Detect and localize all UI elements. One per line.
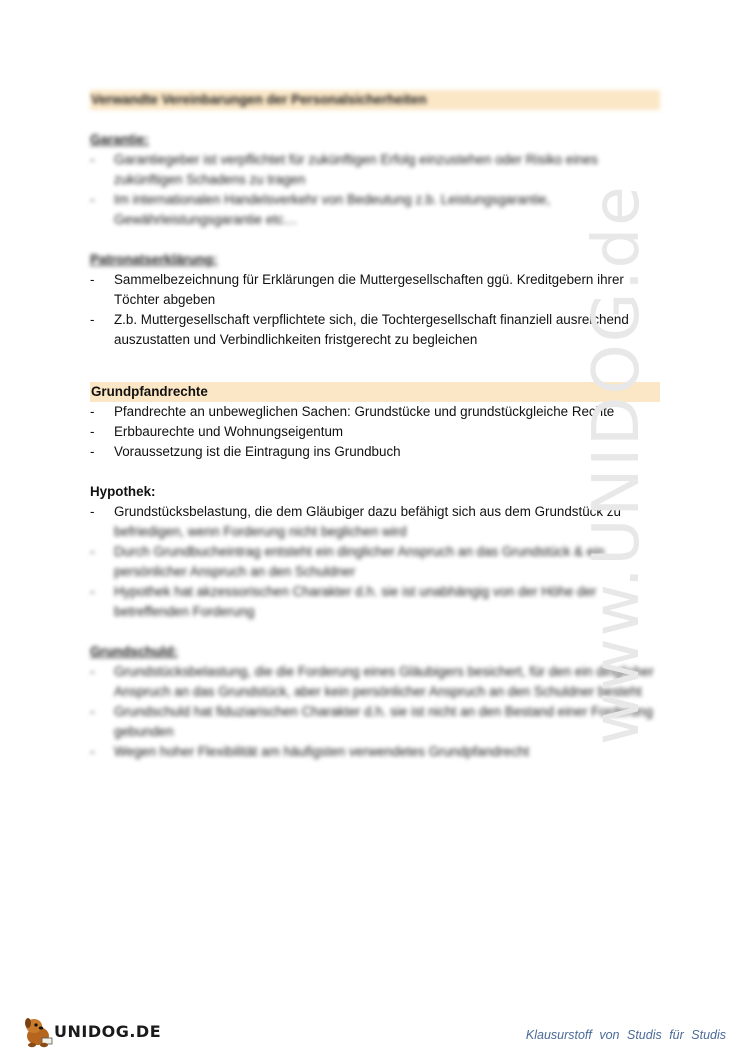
watermark-text: www.UNIDOG.de (580, 184, 654, 745)
section-heading-grundpfandrechte: Grundpfandrechte (90, 382, 660, 402)
grundpfand-list (90, 402, 660, 462)
list-item (90, 502, 660, 542)
list-item: - Im internationalen Handelsverkehr von Bedeutung z.b. Leistungsgarantie, Gewährleistungsgarantie etc… (90, 190, 660, 230)
hypothek-list (90, 502, 660, 622)
garantie-list (90, 150, 660, 230)
document-body (90, 90, 660, 762)
list-item: - Grundschuld hat fiduziarischen Charakter d.h. sie ist nicht an den Bestand einer Forderung gebunden (90, 702, 660, 742)
section-heading-verwandte: Verwandte Vereinbarungen der Personalsicherheiten (90, 90, 660, 110)
list-item: - Wegen hoher Flexibilität am häufigsten verwendetes Grundpfandrecht (90, 742, 660, 762)
list-item: - Z.b. Muttergesellschaft verpflichtete sich, die Tochtergesellschaft finanziell ausreichend auszustatten und Verbindlichkeiten fristgerecht zu begleichen (90, 310, 660, 350)
footer-slogan: Klausurstoff von Studis für Studis (525, 1028, 726, 1042)
list-item: - Voraussetzung ist die Eintragung ins Grundbuch (90, 442, 660, 462)
list-item: - Pfandrechte an unbeweglichen Sachen: Grundstücke und grundstückgleiche Rechte (90, 402, 660, 422)
hypothek-item-blurred: befriedigen, wenn Forderung nicht beglichen wird (114, 524, 407, 539)
hypothek-title: Hypothek: (90, 484, 156, 499)
patronat-title: Patronatserklärung: (90, 252, 218, 267)
grundschuld-title: Grundschuld: (90, 644, 178, 659)
grundschuld-list (90, 662, 660, 762)
list-item: - Grundstücksbelastung, die die Forderung eines Gläubigers besichert, für den ein dinglicher Anspruch an das Grundstück, aber kein persönlicher Anspruch an den Schuldner besteht (90, 662, 660, 702)
logo-text: UNIDOG.DE (54, 1022, 162, 1041)
list-item: - Sammelbezeichnung für Erklärungen die Muttergesellschaften ggü. Kreditgebern ihrer Töchter abgeben (90, 270, 660, 310)
list-item: - Hypothek hat akzessorischen Charakter d.h. sie ist unabhängig von der Höhe der betreffenden Forderung (90, 582, 660, 622)
unidog-logo (22, 1012, 162, 1052)
garantie-title: Garantie: (90, 132, 149, 147)
patronat-list (90, 270, 660, 350)
list-item: - Erbbaurechte und Wohnungseigentum (90, 422, 660, 442)
hypothek-item-visible: Grundstücksbelastung, die dem Gläubiger dazu befähigt sich aus dem Grundstück zu (114, 504, 621, 519)
list-item: - Durch Grundbucheintrag entsteht ein dinglicher Anspruch an das Grundstück & ein persönlicher Anspruch an den Schuldner (90, 542, 660, 582)
list-item: - Garantiegeber ist verpflichtet für zukünftigen Erfolg einzustehen oder Risiko eines zukünftigen Schadens zu tragen (90, 150, 660, 190)
